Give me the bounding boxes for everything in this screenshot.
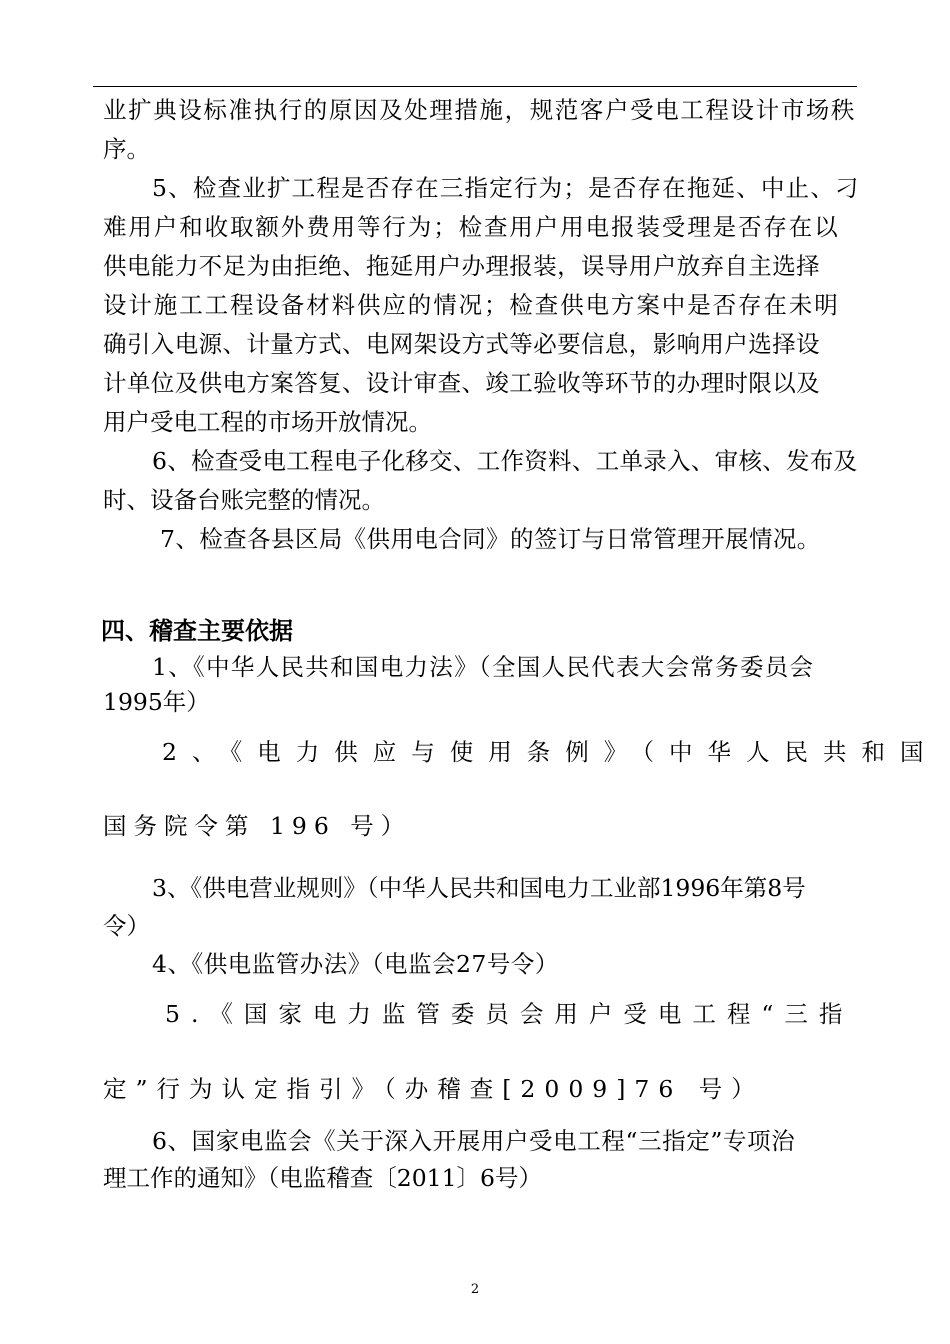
- text-line: 6、检查受电工程电子化移交、工作资料、工单录入、审核、发布及: [152, 447, 858, 475]
- text-line: 2、《电力供应与使用条例》（中华人民共和国: [162, 738, 939, 766]
- text-line: 1995年）: [103, 688, 210, 716]
- text-line: 5、检查业扩工程是否存在三指定行为；是否存在拖延、中止、刁: [152, 174, 860, 202]
- text-line: 5.《国家电力监管委员会用户受电工程“三指: [165, 1000, 854, 1028]
- text-line: 确引入电源、计量方式、电网架设方式等必要信息，影响用户选择设: [103, 330, 820, 358]
- text-line: 序。: [103, 135, 150, 163]
- text-line: 时、设备台账完整的情况。: [103, 486, 385, 514]
- text-line: 难用户和收取额外费用等行为；检查用户用电报装受理是否存在以: [103, 213, 840, 241]
- text-line: 国务院令第 196 号）: [103, 812, 412, 840]
- section-heading: 四、稽查主要依据: [101, 617, 293, 645]
- text-line: 令）: [103, 912, 150, 940]
- text-line: 1、《中华人民共和国电力法》（全国人民代表大会常务委员会: [152, 653, 815, 681]
- page-number: 2: [470, 1282, 480, 1297]
- text-line: 理工作的通知》（电监稽查〔2011〕6号）: [103, 1164, 543, 1192]
- text-line: 设计施工工程设备材料供应的情况；检查供电方案中是否存在未明: [103, 291, 840, 319]
- text-line: 业扩典设标准执行的原因及处理措施，规范客户受电工程设计市场秩: [103, 96, 856, 124]
- text-line: 供电能力不足为由拒绝、拖延用户办理报装，误导用户放弃自主选择: [103, 252, 820, 280]
- text-line: 4、《供电监管办法》（电监会27号令）: [152, 950, 559, 978]
- text-line: 3、《供电营业规则》（中华人民共和国电力工业部1996年第8号: [152, 874, 806, 902]
- text-line: 计单位及供电方案答复、设计审查、竣工验收等环节的办理时限以及: [103, 369, 820, 397]
- text-line: 用户受电工程的市场开放情况。: [103, 408, 432, 436]
- text-line: 7、检查各县区局《供用电合同》的签订与日常管理开展情况。: [160, 525, 821, 553]
- text-line: 定”行为认定指引》（办稽查[2009]76 号）: [103, 1075, 764, 1103]
- header-rule: [93, 86, 857, 87]
- text-line: 6、国家电监会《关于深入开展用户受电工程“三指定”专项治: [152, 1127, 796, 1155]
